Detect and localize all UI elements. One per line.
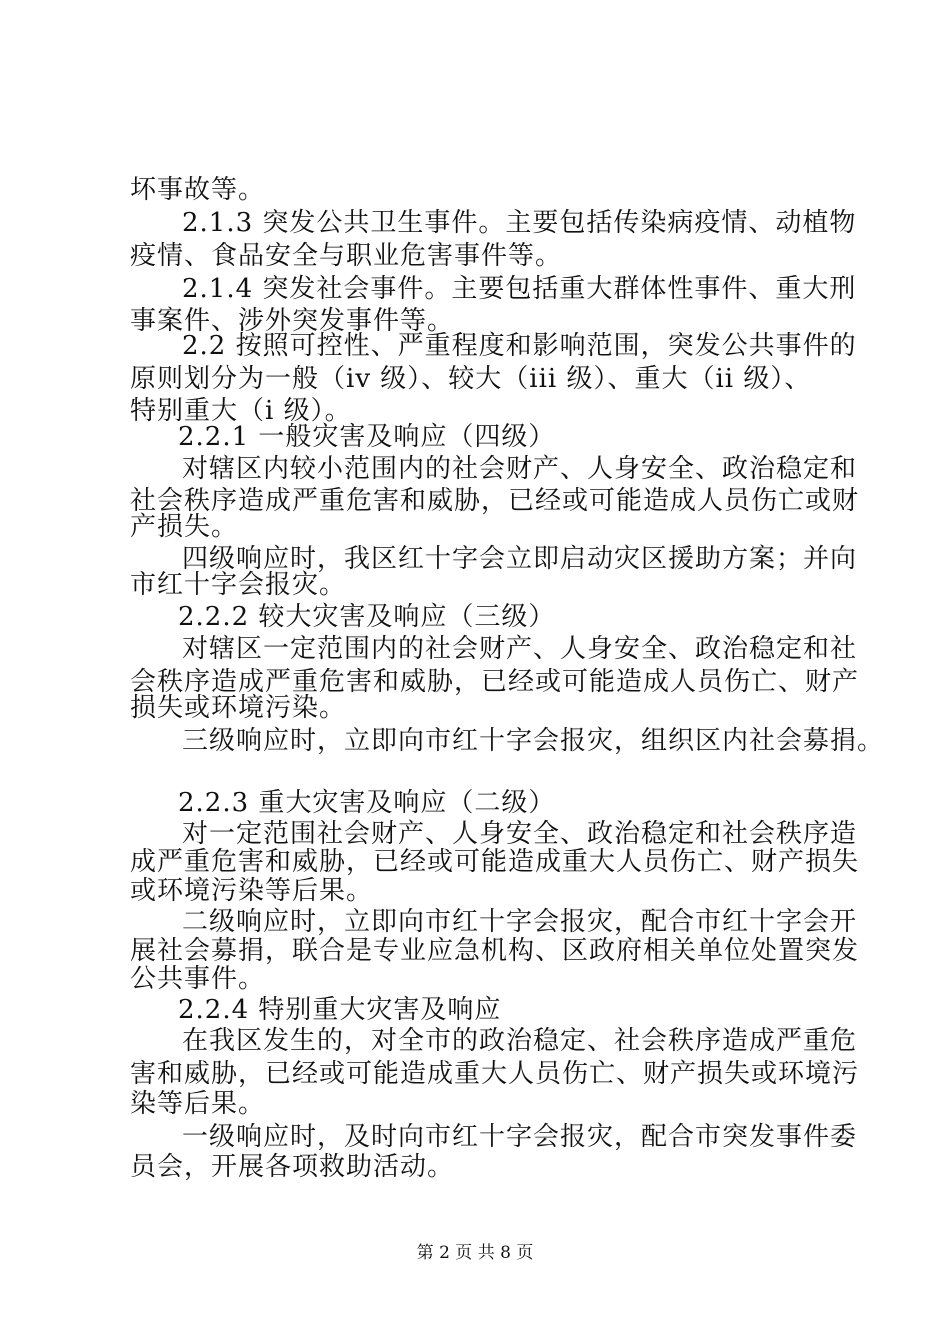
text-line: 事案件、涉外突发事件等。 xyxy=(130,306,455,336)
text-line: 坏事故等。 xyxy=(130,175,266,205)
section-heading-2-2-3: 2.2.3 重大灾害及响应（二级） xyxy=(178,788,556,818)
text-line: 染等后果。 xyxy=(130,1089,266,1119)
text-line: 成严重危害和威胁，已经或可能造成重大人员伤亡、财产损失 xyxy=(130,847,860,877)
text-line: 疫情、食品安全与职业危害事件等。 xyxy=(130,241,563,271)
text-line: 员会，开展各项救助活动。 xyxy=(130,1152,455,1182)
text-line: 对辖区内较小范围内的社会财产、人身安全、政治稳定和 xyxy=(182,454,858,484)
text-line: 在我区发生的，对全市的政治稳定、社会秩序造成严重危 xyxy=(182,1026,858,1056)
text-line: 三级响应时，立即向市红十字会报灾，组织区内社会募捐。 xyxy=(182,726,885,756)
text-line: 或环境污染等后果。 xyxy=(130,876,374,906)
text-line: 会秩序造成严重危害和威胁，已经或可能造成人员伤亡、财产 xyxy=(130,667,860,697)
text-line: 对辖区一定范围内的社会财产、人身安全、政治稳定和社 xyxy=(182,634,858,664)
text-line: 展社会募捐，联合是专业应急机构、区政府相关单位处置突发 xyxy=(130,936,860,966)
text-line: 产损失。 xyxy=(130,512,239,542)
text-line: 特别重大（i 级）。 xyxy=(130,396,352,426)
text-line: 害和威胁，已经或可能造成重大人员伤亡、财产损失或环境污 xyxy=(130,1059,860,1089)
text-line: 二级响应时，立即向市红十字会报灾，配合市红十字会开 xyxy=(182,907,858,937)
section-heading-2-2-4: 2.2.4 特别重大灾害及响应 xyxy=(178,995,502,1025)
text-line: 一级响应时，及时向市红十字会报灾，配合市突发事件委 xyxy=(182,1122,858,1152)
text-line: 市红十字会报灾。 xyxy=(130,570,347,600)
section-heading-2-2-1: 2.2.1 一般灾害及响应（四级） xyxy=(178,422,556,452)
page-number-footer: 第 2 页 共 8 页 xyxy=(416,1243,534,1263)
text-line: 公共事件。 xyxy=(130,964,266,994)
text-line: 损失或环境污染。 xyxy=(130,693,347,723)
text-line: 社会秩序造成严重危害和威胁，已经或可能造成人员伤亡或财 xyxy=(130,486,860,516)
section-2-1-4: 2.1.4 突发社会事件。主要包括重大群体性事件、重大刑 xyxy=(182,274,857,304)
text-line: 原则划分为一般（iv 级）、较大（iii 级）、重大（ii 级）、 xyxy=(130,364,812,394)
text-line: 对一定范围社会财产、人身安全、政治稳定和社会秩序造 xyxy=(182,819,858,849)
section-heading-2-2-2: 2.2.2 较大灾害及响应（三级） xyxy=(178,602,556,632)
section-2-1-3: 2.1.3 突发公共卫生事件。主要包括传染病疫情、动植物 xyxy=(182,208,857,238)
section-2-2: 2.2 按照可控性、严重程度和影响范围，突发公共事件的 xyxy=(182,331,857,361)
text-line: 四级响应时，我区红十字会立即启动灾区援助方案；并向 xyxy=(182,544,858,574)
